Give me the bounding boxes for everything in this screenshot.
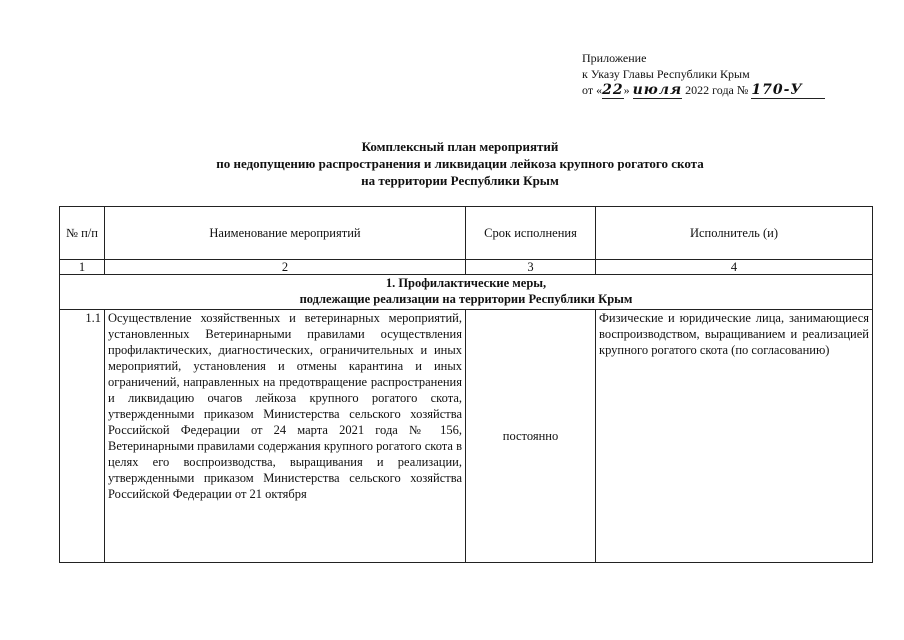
- appendix-header: [582, 50, 882, 99]
- document-title: [60, 138, 860, 189]
- section-heading: [60, 275, 873, 310]
- col-number-2: 2: [105, 260, 466, 275]
- col-number-4: 4: [596, 260, 873, 275]
- decree-reference: к Указу Главы Республики Крым: [582, 67, 750, 81]
- row-measure-name: Осуществление хозяйственных и ветеринарных мероприятий, установленных Ветеринарными правилами осуществления профилактических, диагностических, ограничительных и иных мероприятий, установления и отмены карантина и иных ограничений, направленных на предотвращение распространения и ликвидацию очагов лейкоза крупного рогатого скота, утвержденными приказом Министерства сельского хозяйства Российской Федерации от 24 марта 2021 года № 156, Ветеринарными правилами содержания крупного рогатого скота в целях его воспроизводства, выращивания и реализации, утвержденными приказом Министерства сельского хозяйства Российской Федерации от 21 октября: [105, 310, 466, 563]
- col-number-3: 3: [466, 260, 596, 275]
- decree-date-line: от «22» июля 2022 года № 170-У: [582, 82, 882, 99]
- row-number: 1.1: [60, 310, 105, 563]
- section-heading-line-2: подлежащие реализации на территории Республики Крым: [299, 292, 633, 306]
- table-row: [60, 310, 873, 563]
- decree-year: 2022 года №: [685, 83, 749, 97]
- title-line-3: на территории Республики Крым: [361, 173, 559, 188]
- title-line-1: Комплексный план мероприятий: [361, 139, 559, 154]
- row-executor: Физические и юридические лица, занимающиеся воспроизводством, выращиванием и реализацией крупного рогатого скота (по согласованию): [596, 310, 873, 563]
- col-header-number: № п/п: [60, 207, 105, 260]
- date-prefix: от «: [582, 83, 603, 97]
- row-term: постоянно: [466, 310, 596, 563]
- decree-day: 22: [602, 82, 624, 98]
- title-line-2: по недопущению распространения и ликвидации лейкоза крупного рогатого скота: [216, 156, 704, 171]
- table-header-row: [60, 207, 873, 260]
- col-header-term: Срок исполнения: [466, 207, 596, 260]
- col-header-name: Наименование мероприятий: [105, 207, 466, 260]
- col-number-1: 1: [60, 260, 105, 275]
- decree-number: 170-У: [751, 82, 825, 99]
- appendix-label: Приложение: [582, 51, 647, 65]
- column-number-row: [60, 260, 873, 275]
- col-header-executor: Исполнитель (и): [596, 207, 873, 260]
- measures-table: [59, 206, 873, 563]
- section-row: [60, 275, 873, 310]
- decree-month: июля: [632, 82, 683, 98]
- section-heading-line-1: 1. Профилактические меры,: [385, 276, 547, 290]
